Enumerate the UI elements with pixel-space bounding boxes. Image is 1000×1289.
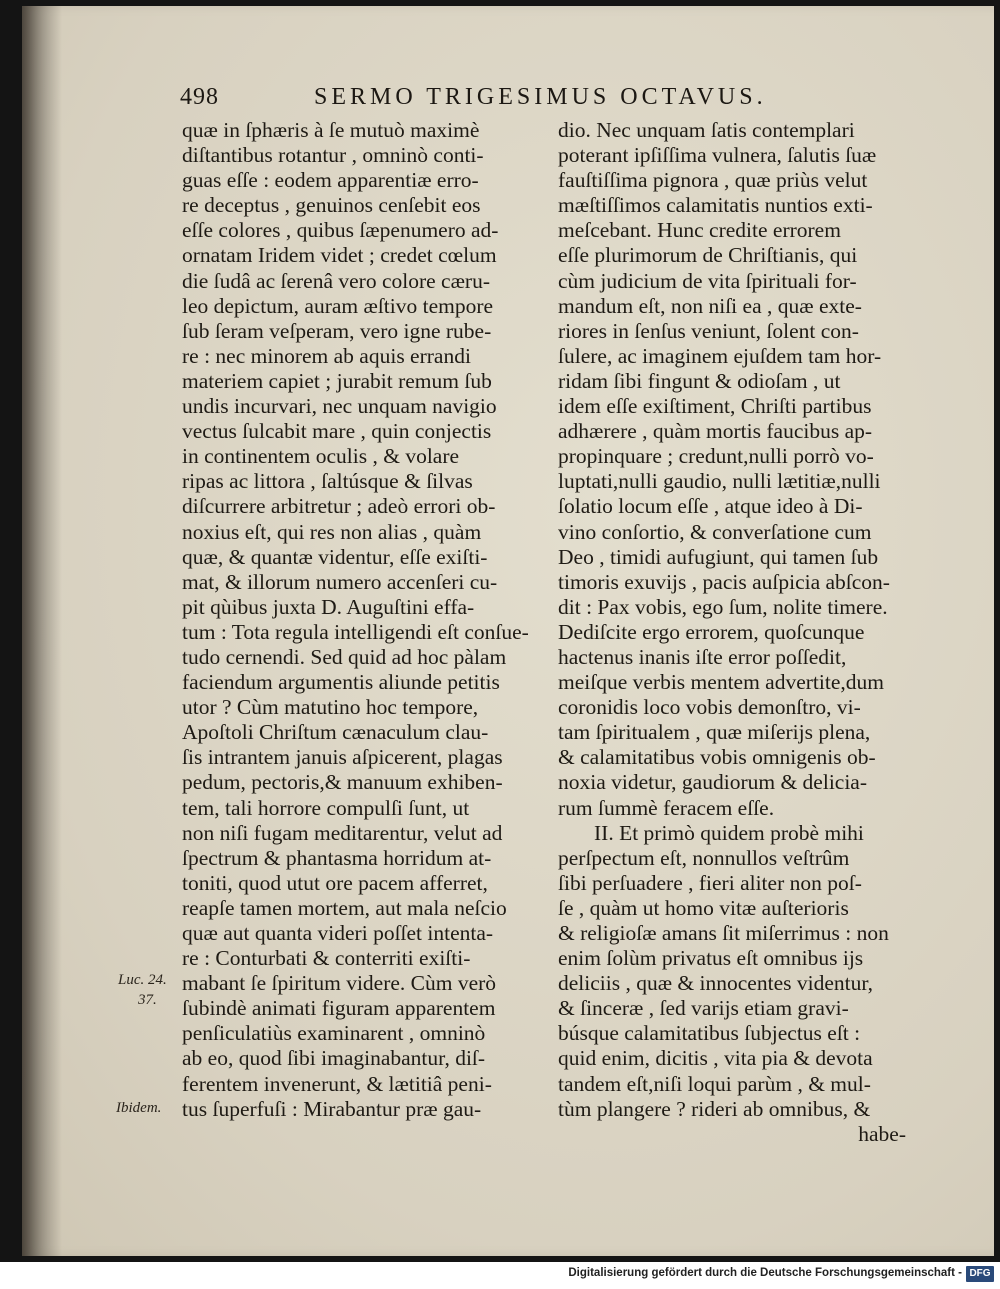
text-line: pedum, pectoris,& manuum exhiben-	[182, 770, 503, 795]
text-line: luptati,nulli gaudio, nulli lætitiæ,nulli	[558, 469, 881, 494]
page-number: 498	[180, 84, 219, 110]
text-line: mat, & illorum numero accenſeri cu-	[182, 569, 498, 594]
text-line: perſpectum eſt, nonnullos veſtrûm	[558, 845, 850, 870]
text-line: habe-	[858, 1121, 906, 1146]
text-line: ſulere, ac imaginem ejuſdem tam hor-	[558, 343, 882, 368]
text-line: quid enim, dicitis , vita pia & devota	[558, 1046, 873, 1071]
text-line: propinquare ; credunt,nulli porrò vo-	[558, 444, 874, 469]
text-line: hactenus inanis iſte error poſſedit,	[558, 644, 847, 669]
text-line: in continentem oculis , & volare	[182, 444, 460, 469]
left-text-column	[182, 118, 540, 1122]
text-line: ſe , quàm ut homo vitæ auſterioris	[558, 895, 849, 920]
text-line: II. Et primò quidem probè mihi	[594, 820, 864, 845]
text-line: ſis intrantem januis aſpicerent, plagas	[182, 745, 503, 770]
text-line: coronidis loco vobis demonſtro, vi-	[558, 695, 861, 720]
text-line: mabant ſe ſpiritum videre. Cùm verò	[182, 971, 497, 996]
text-line: tudo cernendi. Sed quid ad hoc pàlam	[182, 644, 507, 669]
text-line: eſſe plurimorum de Chriſtianis, qui	[558, 243, 858, 268]
text-line: meſcebant. Hunc credite errorem	[558, 218, 841, 243]
text-line: re : Conturbati & conterriti exiſti-	[182, 946, 471, 971]
text-line: undis incurvari, nec unquam navigio	[182, 394, 497, 419]
digitization-footer	[0, 1262, 1000, 1289]
text-line: mæſtiſſimos calamitatis nuntios exti-	[558, 193, 873, 218]
text-line: & religioſæ amans ſit miſerrimus : non	[558, 921, 889, 945]
text-line: quæ aut quanta videri poſſet intenta-	[182, 921, 494, 945]
text-line: ſibi perſuadere , fieri aliter non poſ-	[558, 870, 862, 895]
text-line: ferentem invenerunt, & lætitiâ peni-	[182, 1071, 492, 1096]
text-line: & calamitatibus vobis omnigenis ob-	[558, 745, 876, 770]
text-line: reapſe tamen mortem, aut mala neſcio	[182, 895, 507, 920]
text-line: noxia videtur, gaudiorum & delicia-	[558, 770, 868, 795]
running-title: SERMO TRIGESIMUS OCTAVUS.	[314, 84, 767, 110]
text-line: ſpectrum & phantasma horridum at-	[182, 845, 492, 870]
text-line: enim ſolùm privatus eſt omnibus ijs	[558, 946, 864, 971]
text-line: utor ? Cùm matutino hoc tempore,	[182, 695, 479, 720]
text-line: mandum eſt, non niſi ea , quæ exte-	[558, 293, 862, 318]
text-line: riores in ſenſus veniunt, ſolent con-	[558, 318, 859, 343]
text-line: ornatam Iridem videt ; credet cœlum	[182, 243, 497, 268]
text-line: toniti, quod utut ore pacem afferret,	[182, 870, 488, 895]
text-line: dio. Nec unquam ſatis contemplari	[558, 118, 855, 142]
text-line: ſolatio locum eſſe , atque ideo à Di-	[558, 494, 863, 519]
text-line: quæ, & quantæ videntur, eſſe exiſti-	[182, 544, 488, 569]
text-line: tum : Tota regula intelligendi eſt conſue-	[182, 619, 529, 644]
text-line: tùm plangere ? rideri ab omnibus, &	[558, 1096, 871, 1121]
text-line: re : nec minorem ab aquis errandi	[182, 343, 471, 368]
text-line: Deo , timidi aufugiunt, qui tamen ſub	[558, 544, 879, 569]
page-gutter-shadow	[22, 6, 62, 1256]
text-line: búsque calamitatibus ſubjectus eſt :	[558, 1021, 861, 1046]
text-line: re deceptus , genuinos cenſebit eos	[182, 193, 481, 218]
text-line: faciendum argumentis aliunde petitis	[182, 670, 500, 695]
text-line: ab eo, quod ſibi imaginabantur, diſ-	[182, 1046, 486, 1071]
text-line: & ſinceræ , ſed varijs etiam gravi-	[558, 996, 849, 1021]
text-line: noxius eſt, qui res non alias , quàm	[182, 519, 482, 544]
text-line: timoris exuvijs , pacis auſpicia abſcon-	[558, 569, 890, 594]
text-line: meiſque verbis mentem advertite,dum	[558, 670, 884, 695]
running-head	[0, 84, 1000, 116]
text-line: ſubindè animati figuram apparentem	[182, 996, 496, 1021]
text-line: diſtantibus rotantur , omninò conti-	[182, 143, 484, 168]
text-line: materiem capiet ; jurabit remum ſub	[182, 368, 492, 393]
dfg-logo: DFG	[966, 1266, 994, 1282]
text-line: ridam ſibi fingunt & odioſam , ut	[558, 368, 841, 393]
text-line: rum ſummè feracem eſſe.	[558, 795, 775, 820]
text-line: cùm judicium de vita ſpirituali for-	[558, 268, 857, 293]
text-line: guas eſſe : eodem apparentiæ erro-	[182, 168, 479, 193]
text-line: fauſtiſſima pignora , quæ priùs velut	[558, 168, 868, 193]
text-line: diſcurrere arbitretur ; adeò errori ob-	[182, 494, 496, 519]
text-line: vino conſortio, & converſatione cum	[558, 519, 872, 544]
text-line: ripas ac littora , ſaltúsque & ſilvas	[182, 469, 473, 494]
text-line: pit qùibus juxta D. Auguſtini effa-	[182, 594, 475, 619]
text-line: non niſi fugam meditarentur, velut ad	[182, 820, 503, 845]
text-line: Dediſcite ergo errorem, quoſcunque	[558, 619, 865, 644]
text-line: eſſe colores , quibus ſæpenumero ad-	[182, 218, 499, 243]
text-line: deliciis , quæ & innocentes videntur,	[558, 971, 874, 996]
text-line: vectus ſulcabit mare , quin conjectis	[182, 419, 492, 444]
text-line: quæ in ſphæris à ſe mutuò maximè	[182, 118, 480, 142]
margin-note-luke-verse: 37.	[138, 992, 157, 1008]
text-line: penſiculatiùs examinarent , omninò	[182, 1021, 486, 1046]
text-line: tam ſpiritualem , quæ miſerijs plena,	[558, 720, 871, 745]
text-line: tem, tali horrore compulſi ſunt, ut	[182, 795, 470, 820]
margin-note-luke-ref: Luc. 24.	[118, 972, 167, 988]
text-line: die ſudâ ac ſerenâ vero colore cæru-	[182, 268, 491, 293]
text-line: tandem eſt,niſi loqui parùm , & mul-	[558, 1071, 871, 1096]
funding-notice: Digitalisierung gefördert durch die Deutsche Forschungsgemeinschaft -	[568, 1267, 962, 1279]
text-line: idem eſſe exiſtiment, Chriſti partibus	[558, 394, 872, 419]
text-line: leo depictum, auram æſtivo tempore	[182, 293, 494, 318]
text-line: ſub ſeram veſperam, vero igne rube-	[182, 318, 492, 343]
text-line: Apoſtoli Chriſtum cænaculum clau-	[182, 720, 489, 745]
text-line: adhærere , quàm mortis faucibus ap-	[558, 419, 873, 444]
margin-note-ibidem: Ibidem.	[116, 1100, 162, 1116]
text-line: poterant ipſiſſima vulnera, ſalutis ſuæ	[558, 143, 877, 168]
text-line: dit : Pax vobis, ego ſum, nolite timere.	[558, 594, 888, 619]
right-text-column	[558, 118, 906, 1147]
text-line: tus ſuperfuſi : Mirabantur præ gau-	[182, 1096, 482, 1121]
margin-note-luke	[118, 970, 167, 1010]
